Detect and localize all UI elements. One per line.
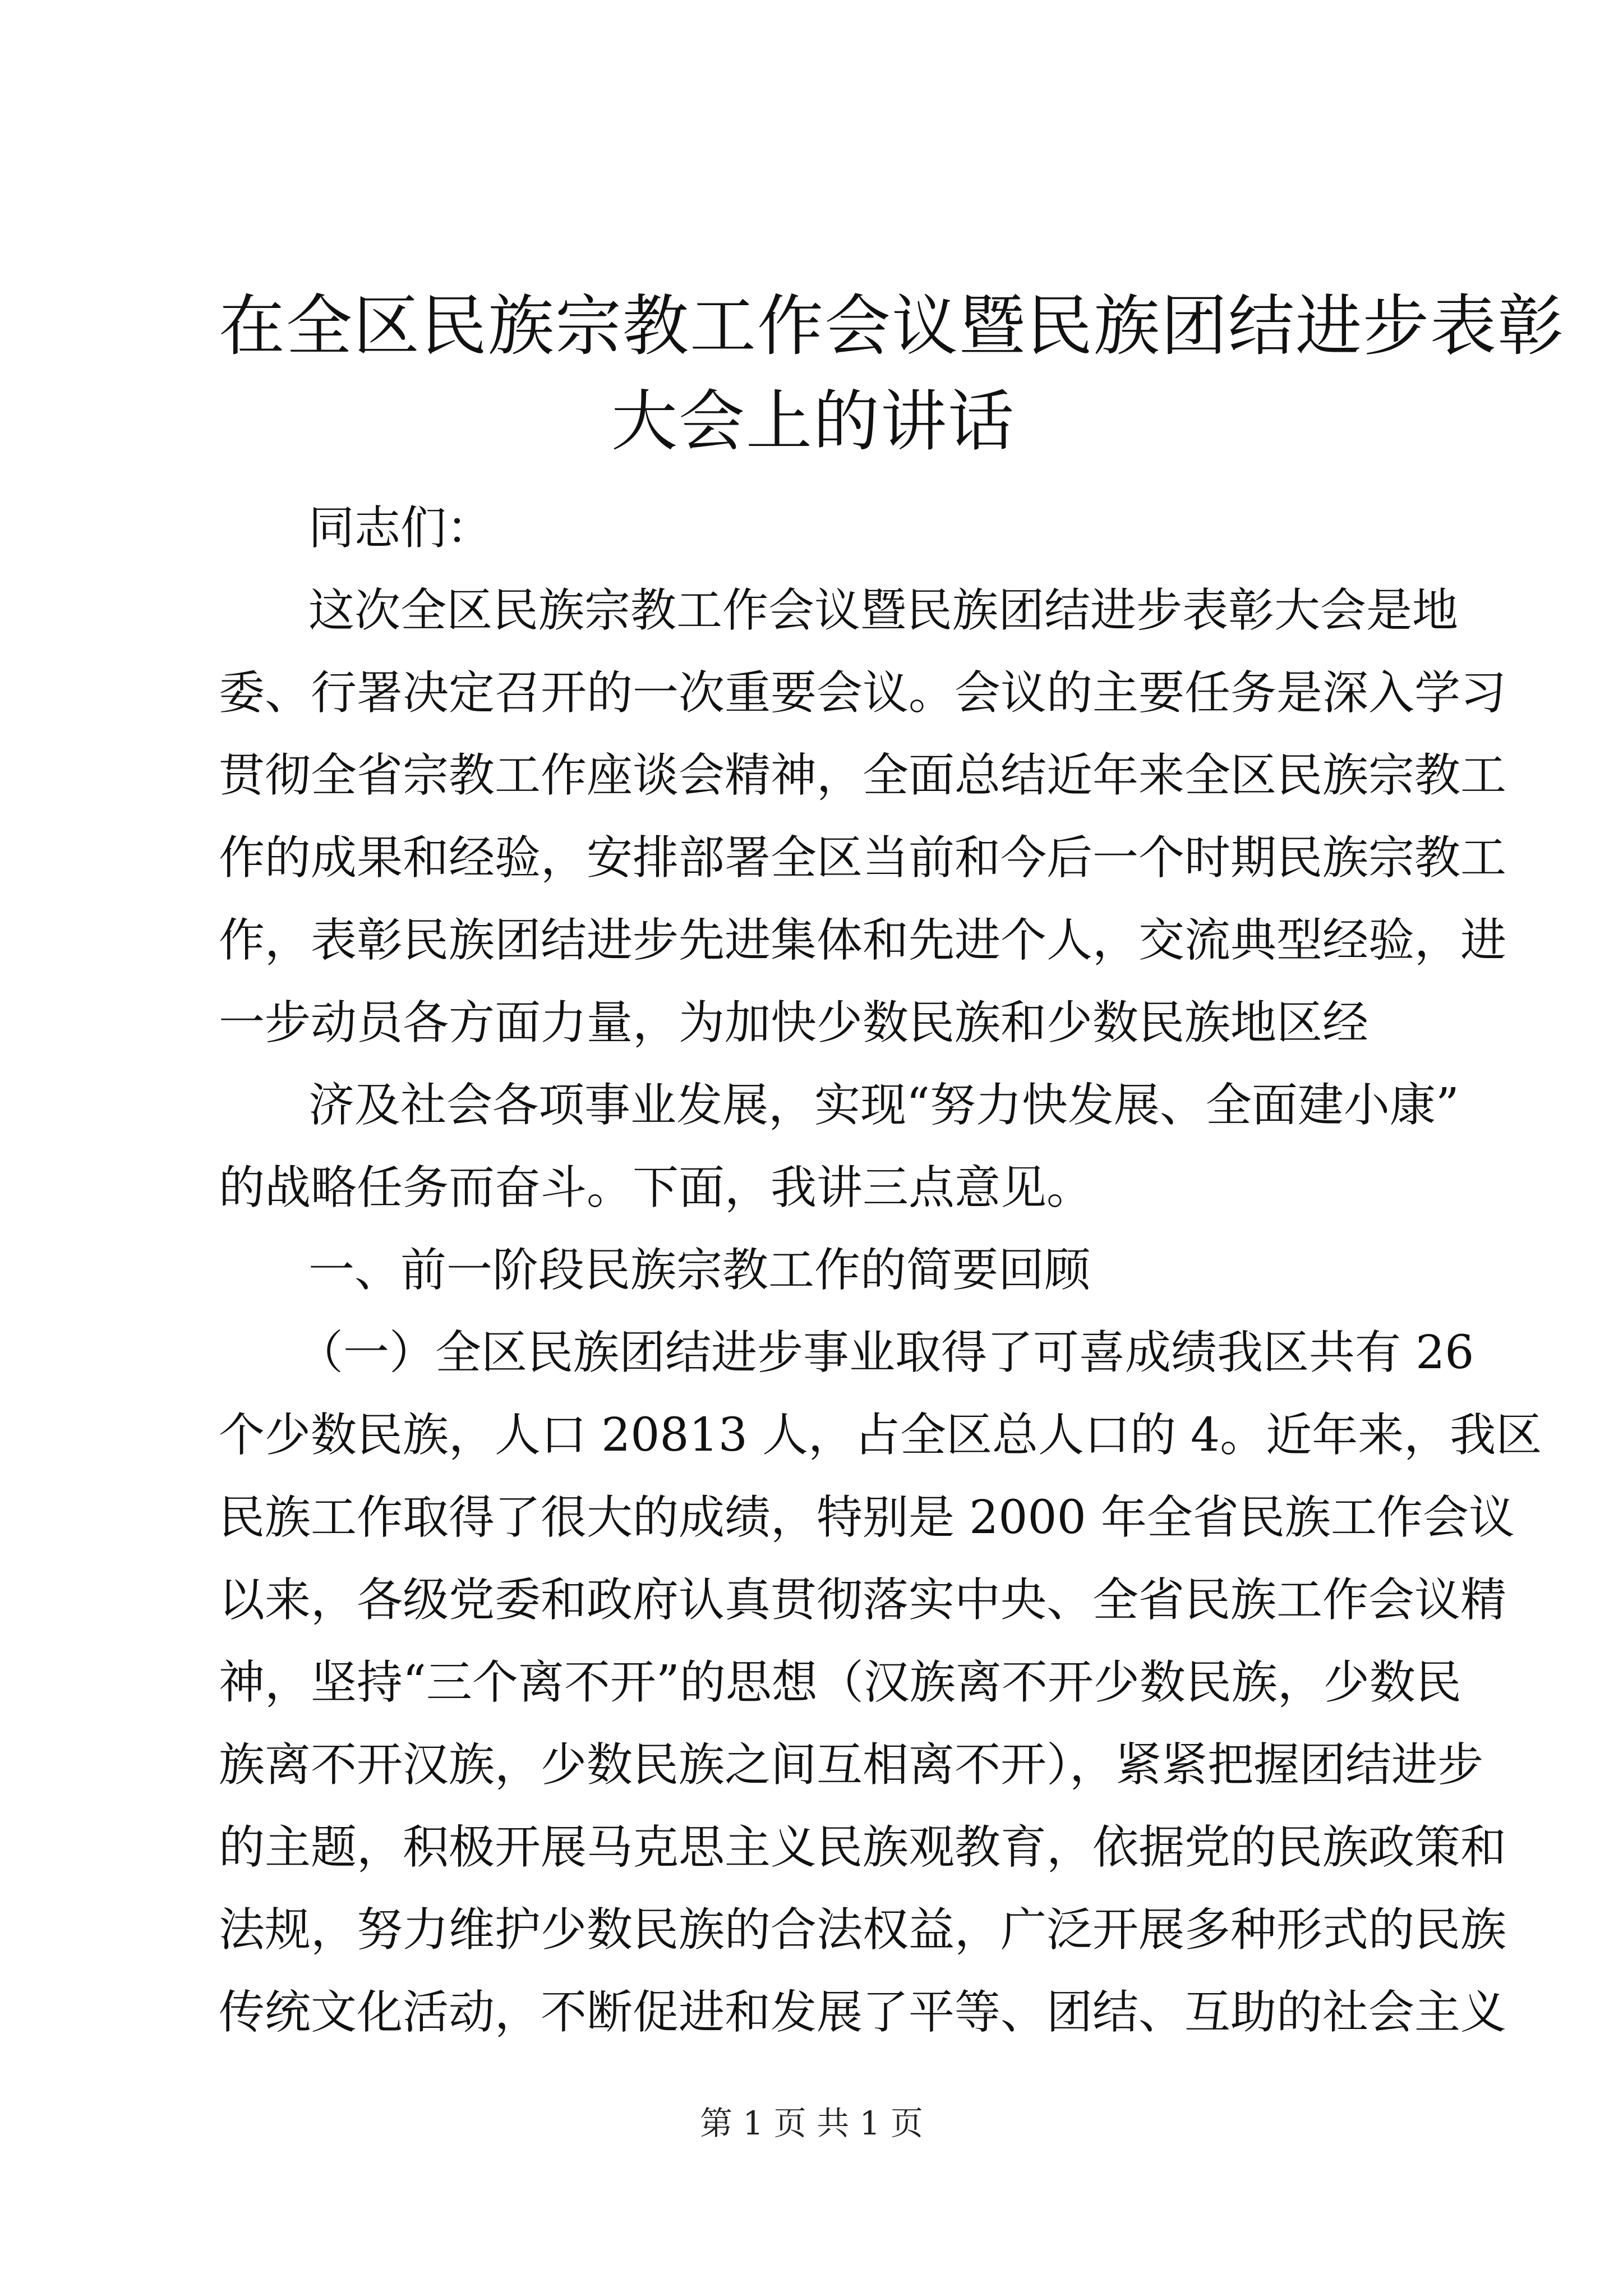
body-line: 一步动员各方面力量，为加快少数民族和少数民族地区经 <box>219 996 1369 1050</box>
body-line: 的主题，积极开展马克思主义民族观教育，依据党的民族政策和 <box>219 1821 1507 1874</box>
subsection-heading: （一）全区民族团结进步事业取得了可喜成绩我区共有 26 <box>297 1326 1474 1379</box>
body-line: 作，表彰民族团结进步先进集体和先进个人，交流典型经验，进 <box>219 914 1507 967</box>
page-number: 第 1 页 共 1 页 <box>700 2104 923 2142</box>
body-line: 贯彻全省宗教工作座谈会精神，全面总结近年来全区民族宗教工 <box>219 749 1507 802</box>
body-line: 传统文化活动，不断促进和发展了平等、团结、互助的社会主义 <box>219 1986 1507 2039</box>
page-footer <box>0 2101 1623 2146</box>
body-line: 族离不开汉族，少数民族之间互相离不开），紧紧把握团结进步 <box>219 1738 1484 1792</box>
title-line-2: 大会上的讲话 <box>611 383 1015 460</box>
body-line: 济及社会各项事业发展，实现“努力快发展、全面建小康” <box>308 1079 1459 1132</box>
body-line: 作的成果和经验，安排部署全区当前和今后一个时期民族宗教工 <box>219 831 1507 885</box>
body-line: 神，坚持“三个离不开”的思想（汉族离不开少数民族，少数民 <box>219 1656 1461 1709</box>
section-heading: 一、前一阶段民族宗教工作的简要回顾 <box>308 1244 1091 1297</box>
document-body <box>219 487 1542 2054</box>
body-line: 的战略任务而奋斗。下面，我讲三点意见。 <box>219 1161 1093 1214</box>
body-line: 委、行署决定召开的一次重要会议。会议的主要任务是深入学习 <box>219 666 1507 720</box>
body-line: 法规，努力维护少数民族的合法权益，广泛开展多种形式的民族 <box>219 1903 1507 1957</box>
title-line-1: 在全区民族宗教工作会议暨民族团结进步表彰 <box>219 287 1565 365</box>
body-line: 个少数民族，人口 20813 人，占全区总人口的 4。近年来，我区 <box>219 1409 1542 1462</box>
body-line: 这次全区民族宗教工作会议暨民族团结进步表彰大会是地 <box>308 584 1459 637</box>
body-line: 以来，各级党委和政府认真贯彻落实中央、全省民族工作会议精 <box>219 1573 1507 1627</box>
document-title <box>219 278 1565 469</box>
body-line: 民族工作取得了很大的成绩，特别是 2000 年全省民族工作会议 <box>219 1491 1515 1544</box>
salutation: 同志们： <box>308 501 493 555</box>
